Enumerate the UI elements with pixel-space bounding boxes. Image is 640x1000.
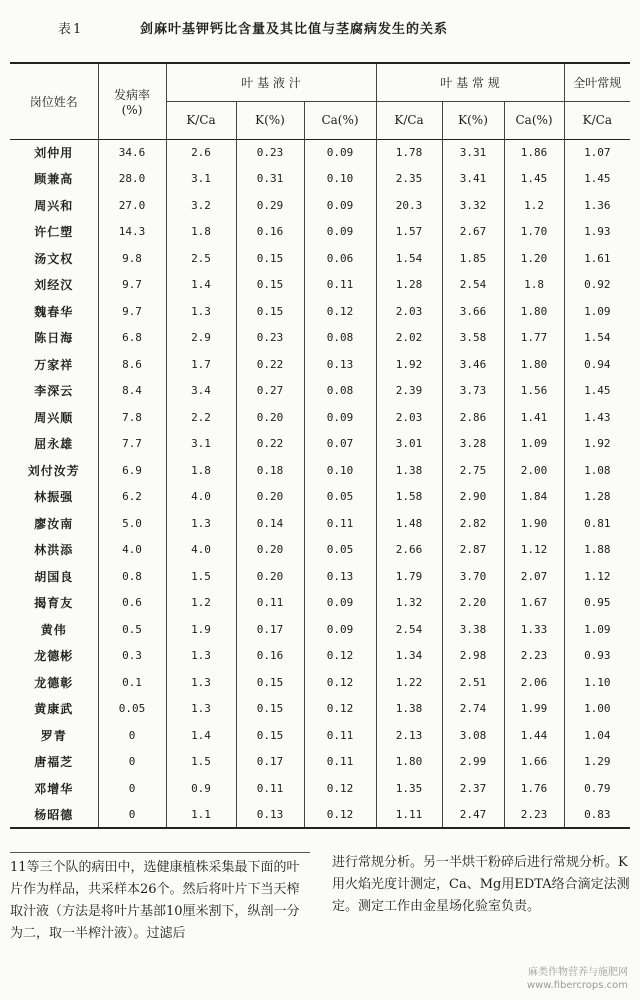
cell-sap-ca: 0.11 xyxy=(304,272,376,299)
header-whole-kca: K/Ca xyxy=(582,113,612,127)
cell-incidence: 4.0 xyxy=(98,537,166,564)
data-table-frame xyxy=(10,62,630,842)
cell-routine-kca: 1.58 xyxy=(376,484,442,511)
cell-sap-kca: 3.4 xyxy=(166,378,236,405)
cell-name: 许仁塑 xyxy=(10,219,98,246)
header-routine-kca: K/Ca xyxy=(376,101,442,139)
cell-routine-k: 2.87 xyxy=(442,537,504,564)
cell-incidence: 27.0 xyxy=(98,192,166,219)
table-number: 表1 xyxy=(58,22,84,37)
cell-name: 李深云 xyxy=(10,378,98,405)
cell-sap-kca: 1.3 xyxy=(166,510,236,537)
cell-routine-k: 3.46 xyxy=(442,351,504,378)
cell-sap-kca: 2.6 xyxy=(166,139,236,166)
header-sap-kca: K/Ca xyxy=(166,101,236,139)
cell-incidence: 7.7 xyxy=(98,431,166,458)
cell-routine-ca: 1.90 xyxy=(504,510,564,537)
cell-routine-ca: 1.20 xyxy=(504,245,564,272)
table-row xyxy=(10,616,630,643)
watermark-line1: 麻类作物营养与施肥网 xyxy=(528,967,628,978)
cell-whole-kca: 1.28 xyxy=(584,490,611,504)
cell-routine-kca: 2.02 xyxy=(376,325,442,352)
cell-routine-ca: 2.00 xyxy=(504,457,564,484)
cell-routine-kca: 1.32 xyxy=(376,590,442,617)
table-row xyxy=(10,431,630,458)
header-group-whole: 全叶常规 xyxy=(564,63,630,101)
header-name: 岗位姓名 xyxy=(10,63,98,139)
cell-sap-kca: 1.3 xyxy=(166,669,236,696)
cell-sap-kca: 1.2 xyxy=(166,590,236,617)
cell-sap-ca: 0.12 xyxy=(304,643,376,670)
body-text-right: 进行常规分析。另一半烘干粉碎后进行常规分析。K用火焰光度计测定，Ca、Mg用EDTA络合滴定法测定。测定工作由金星场化验室负责。 xyxy=(332,855,630,914)
table-row xyxy=(10,775,630,802)
table-row xyxy=(10,696,630,723)
cell-name: 魏春华 xyxy=(10,298,98,325)
table-row xyxy=(10,643,630,670)
cell-sap-k: 0.16 xyxy=(236,643,304,670)
cell-routine-ca: 1.99 xyxy=(504,696,564,723)
cell-incidence: 9.8 xyxy=(98,245,166,272)
cell-routine-kca: 1.22 xyxy=(376,669,442,696)
cell-sap-ca: 0.13 xyxy=(304,351,376,378)
cell-whole-kca: 1.54 xyxy=(584,331,611,345)
cell-whole-kca: 1.04 xyxy=(584,728,611,742)
cell-sap-kca: 4.0 xyxy=(166,484,236,511)
cell-routine-kca: 1.78 xyxy=(376,139,442,166)
cell-sap-k: 0.15 xyxy=(236,272,304,299)
cell-sap-ca: 0.11 xyxy=(304,510,376,537)
cell-sap-kca: 2.9 xyxy=(166,325,236,352)
cell-whole-kca: 1.61 xyxy=(584,251,611,265)
header-incidence-unit: (%) xyxy=(121,102,143,117)
cell-sap-k: 0.15 xyxy=(236,722,304,749)
cell-whole-kca: 1.10 xyxy=(584,675,611,689)
cell-routine-kca: 2.54 xyxy=(376,616,442,643)
cell-sap-k: 0.20 xyxy=(236,537,304,564)
cell-sap-k: 0.11 xyxy=(236,590,304,617)
cell-routine-ca: 1.80 xyxy=(504,298,564,325)
cell-sap-kca: 1.5 xyxy=(166,749,236,776)
cell-sap-ca: 0.06 xyxy=(304,245,376,272)
body-text-left: 11等三个队的病田中，选健康植株采集最下面的叶片作为样品，共采样本26个。然后将叶片下当天榨取汁液（方法是将叶片基部10厘米割下，纵剖一分为二，取一半榨汁液）。过滤后 xyxy=(10,852,310,945)
table-row xyxy=(10,378,630,405)
cell-sap-kca: 1.3 xyxy=(166,643,236,670)
cell-routine-k: 3.08 xyxy=(442,722,504,749)
cell-routine-ca: 1.80 xyxy=(504,351,564,378)
cell-routine-ca: 1.77 xyxy=(504,325,564,352)
cell-sap-kca: 2.5 xyxy=(166,245,236,272)
cell-name: 汤文权 xyxy=(10,245,98,272)
cell-sap-ca: 0.08 xyxy=(304,325,376,352)
cell-name: 罗青 xyxy=(10,722,98,749)
cell-name: 刘仲用 xyxy=(10,139,98,166)
cell-sap-k: 0.14 xyxy=(236,510,304,537)
cell-incidence: 0.5 xyxy=(98,616,166,643)
cell-routine-k: 2.86 xyxy=(442,404,504,431)
cell-sap-kca: 1.7 xyxy=(166,351,236,378)
cell-sap-k: 0.29 xyxy=(236,192,304,219)
table-row xyxy=(10,749,630,776)
cell-routine-k: 3.28 xyxy=(442,431,504,458)
cell-sap-k: 0.31 xyxy=(236,166,304,193)
watermark xyxy=(527,966,628,992)
cell-incidence: 8.6 xyxy=(98,351,166,378)
table-row xyxy=(10,537,630,564)
cell-name: 林洪添 xyxy=(10,537,98,564)
cell-routine-k: 2.90 xyxy=(442,484,504,511)
cell-routine-k: 3.38 xyxy=(442,616,504,643)
table-row xyxy=(10,245,630,272)
cell-sap-ca: 0.10 xyxy=(304,457,376,484)
cell-sap-k: 0.17 xyxy=(236,616,304,643)
cell-incidence: 6.2 xyxy=(98,484,166,511)
table-row xyxy=(10,272,630,299)
cell-sap-kca: 1.5 xyxy=(166,563,236,590)
cell-name: 万家祥 xyxy=(10,351,98,378)
cell-sap-kca: 1.4 xyxy=(166,722,236,749)
cell-sap-k: 0.16 xyxy=(236,219,304,246)
cell-name: 刘经汉 xyxy=(10,272,98,299)
cell-sap-k: 0.15 xyxy=(236,298,304,325)
cell-routine-k: 1.85 xyxy=(442,245,504,272)
cell-name: 顾兼高 xyxy=(10,166,98,193)
cell-routine-kca: 1.28 xyxy=(376,272,442,299)
cell-routine-ca: 1.67 xyxy=(504,590,564,617)
cell-sap-kca: 1.8 xyxy=(166,457,236,484)
cell-incidence: 14.3 xyxy=(98,219,166,246)
cell-sap-k: 0.20 xyxy=(236,563,304,590)
table-row xyxy=(10,802,630,829)
cell-whole-kca: 0.93 xyxy=(584,649,611,663)
cell-incidence: 0.8 xyxy=(98,563,166,590)
cell-whole-kca: 1.08 xyxy=(584,463,611,477)
table-body xyxy=(10,139,630,828)
cell-sap-ca: 0.12 xyxy=(304,802,376,829)
cell-incidence: 0 xyxy=(98,749,166,776)
cell-sap-k: 0.20 xyxy=(236,404,304,431)
cell-whole-kca: 0.94 xyxy=(584,357,611,371)
cell-sap-kca: 1.4 xyxy=(166,272,236,299)
cell-name: 周兴顺 xyxy=(10,404,98,431)
watermark-line2: www.fibercrops.com xyxy=(526,980,628,991)
cell-sap-k: 0.18 xyxy=(236,457,304,484)
cell-sap-ca: 0.09 xyxy=(304,404,376,431)
cell-routine-ca: 2.23 xyxy=(504,643,564,670)
cell-routine-ca: 1.41 xyxy=(504,404,564,431)
cell-name: 龙德彰 xyxy=(10,669,98,696)
cell-routine-k: 3.73 xyxy=(442,378,504,405)
table-row xyxy=(10,590,630,617)
cell-incidence: 9.7 xyxy=(98,298,166,325)
cell-whole-kca: 1.36 xyxy=(584,198,611,212)
table-row xyxy=(10,457,630,484)
cell-routine-kca: 1.57 xyxy=(376,219,442,246)
cell-sap-ca: 0.09 xyxy=(304,219,376,246)
table-row xyxy=(10,722,630,749)
cell-sap-kca: 4.0 xyxy=(166,537,236,564)
cell-routine-kca: 3.01 xyxy=(376,431,442,458)
table-row xyxy=(10,669,630,696)
cell-incidence: 0.1 xyxy=(98,669,166,696)
cell-name: 邓增华 xyxy=(10,775,98,802)
cell-sap-kca: 2.2 xyxy=(166,404,236,431)
header-sap-ca: Ca(%) xyxy=(304,101,376,139)
cell-routine-kca: 1.80 xyxy=(376,749,442,776)
header-incidence xyxy=(98,63,166,139)
cell-sap-kca: 3.2 xyxy=(166,192,236,219)
cell-sap-ca: 0.08 xyxy=(304,378,376,405)
cell-name: 刘付汝芳 xyxy=(10,457,98,484)
cell-routine-ca: 1.12 xyxy=(504,537,564,564)
cell-routine-k: 3.32 xyxy=(442,192,504,219)
cell-whole-kca: 1.45 xyxy=(584,384,611,398)
cell-routine-ca: 1.86 xyxy=(504,139,564,166)
cell-sap-ca: 0.05 xyxy=(304,484,376,511)
data-table xyxy=(10,62,630,829)
cell-incidence: 0.6 xyxy=(98,590,166,617)
cell-name: 杨昭德 xyxy=(10,802,98,829)
cell-incidence: 0 xyxy=(98,802,166,829)
cell-sap-k: 0.13 xyxy=(236,802,304,829)
cell-whole-kca: 1.88 xyxy=(584,543,611,557)
cell-sap-ca: 0.11 xyxy=(304,749,376,776)
cell-routine-ca: 1.84 xyxy=(504,484,564,511)
cell-routine-kca: 20.3 xyxy=(376,192,442,219)
cell-whole-kca: 1.00 xyxy=(584,702,611,716)
cell-sap-kca: 0.9 xyxy=(166,775,236,802)
cell-incidence: 0.3 xyxy=(98,643,166,670)
cell-routine-kca: 2.66 xyxy=(376,537,442,564)
cell-sap-kca: 1.3 xyxy=(166,696,236,723)
cell-whole-kca: 1.45 xyxy=(584,172,611,186)
cell-incidence: 7.8 xyxy=(98,404,166,431)
cell-routine-k: 2.51 xyxy=(442,669,504,696)
cell-sap-ca: 0.12 xyxy=(304,669,376,696)
cell-routine-kca: 1.54 xyxy=(376,245,442,272)
cell-routine-k: 3.70 xyxy=(442,563,504,590)
cell-routine-k: 2.67 xyxy=(442,219,504,246)
cell-routine-ca: 1.66 xyxy=(504,749,564,776)
cell-routine-ca: 1.70 xyxy=(504,219,564,246)
cell-routine-kca: 1.92 xyxy=(376,351,442,378)
cell-routine-ca: 1.2 xyxy=(504,192,564,219)
cell-routine-k: 3.41 xyxy=(442,166,504,193)
cell-incidence: 5.0 xyxy=(98,510,166,537)
header-incidence-label: 发病率 xyxy=(113,87,150,102)
cell-sap-ca: 0.09 xyxy=(304,192,376,219)
cell-routine-k: 2.82 xyxy=(442,510,504,537)
cell-sap-ca: 0.12 xyxy=(304,696,376,723)
cell-sap-k: 0.22 xyxy=(236,431,304,458)
cell-sap-ca: 0.13 xyxy=(304,563,376,590)
cell-sap-k: 0.23 xyxy=(236,139,304,166)
cell-sap-ca: 0.09 xyxy=(304,616,376,643)
cell-whole-kca: 0.79 xyxy=(584,781,611,795)
cell-sap-ca: 0.10 xyxy=(304,166,376,193)
cell-whole-kca: 1.93 xyxy=(584,225,611,239)
cell-name: 胡国良 xyxy=(10,563,98,590)
cell-sap-ca: 0.09 xyxy=(304,590,376,617)
cell-name: 屈永雄 xyxy=(10,431,98,458)
cell-routine-kca: 1.38 xyxy=(376,457,442,484)
table-row xyxy=(10,139,630,166)
cell-name: 林振强 xyxy=(10,484,98,511)
cell-incidence: 6.8 xyxy=(98,325,166,352)
cell-routine-kca: 2.35 xyxy=(376,166,442,193)
cell-routine-ca: 1.56 xyxy=(504,378,564,405)
cell-incidence: 0 xyxy=(98,722,166,749)
cell-sap-k: 0.22 xyxy=(236,351,304,378)
cell-whole-kca: 1.07 xyxy=(584,146,611,159)
table-row xyxy=(10,192,630,219)
table-caption: 剑麻叶基钾钙比含量及其比值与茎腐病发生的关系 xyxy=(140,22,449,37)
cell-sap-ca: 0.12 xyxy=(304,298,376,325)
cell-routine-kca: 1.11 xyxy=(376,802,442,829)
table-row xyxy=(10,298,630,325)
cell-routine-k: 2.99 xyxy=(442,749,504,776)
cell-routine-ca: 2.06 xyxy=(504,669,564,696)
cell-routine-k: 3.66 xyxy=(442,298,504,325)
cell-sap-ca: 0.12 xyxy=(304,775,376,802)
cell-routine-kca: 2.13 xyxy=(376,722,442,749)
cell-routine-kca: 2.39 xyxy=(376,378,442,405)
cell-sap-k: 0.23 xyxy=(236,325,304,352)
cell-sap-k: 0.15 xyxy=(236,696,304,723)
cell-sap-k: 0.15 xyxy=(236,669,304,696)
cell-routine-k: 2.54 xyxy=(442,272,504,299)
cell-whole-kca: 0.95 xyxy=(584,596,611,610)
cell-name: 黄伟 xyxy=(10,616,98,643)
cell-routine-k: 3.58 xyxy=(442,325,504,352)
cell-routine-kca: 1.34 xyxy=(376,643,442,670)
table-row xyxy=(10,484,630,511)
cell-routine-kca: 2.03 xyxy=(376,404,442,431)
cell-sap-k: 0.17 xyxy=(236,749,304,776)
cell-sap-kca: 1.1 xyxy=(166,802,236,829)
cell-sap-k: 0.20 xyxy=(236,484,304,511)
cell-routine-kca: 1.48 xyxy=(376,510,442,537)
cell-sap-ca: 0.05 xyxy=(304,537,376,564)
body-text xyxy=(0,852,640,962)
cell-sap-kca: 1.8 xyxy=(166,219,236,246)
cell-whole-kca: 1.12 xyxy=(584,569,611,583)
cell-sap-k: 0.27 xyxy=(236,378,304,405)
cell-routine-kca: 1.35 xyxy=(376,775,442,802)
cell-incidence: 0 xyxy=(98,775,166,802)
table-row xyxy=(10,563,630,590)
table-row xyxy=(10,351,630,378)
cell-incidence: 6.9 xyxy=(98,457,166,484)
cell-routine-ca: 1.09 xyxy=(504,431,564,458)
cell-whole-kca: 0.81 xyxy=(584,516,611,530)
cell-routine-ca: 1.8 xyxy=(504,272,564,299)
cell-sap-ca: 0.11 xyxy=(304,722,376,749)
cell-routine-k: 2.20 xyxy=(442,590,504,617)
cell-whole-kca: 1.09 xyxy=(584,304,611,318)
cell-routine-ca: 1.45 xyxy=(504,166,564,193)
cell-incidence: 28.0 xyxy=(98,166,166,193)
cell-sap-ca: 0.07 xyxy=(304,431,376,458)
header-sap-k: K(%) xyxy=(236,101,304,139)
cell-routine-ca: 1.44 xyxy=(504,722,564,749)
header-group-sap: 叶 基 液 汁 xyxy=(166,63,376,101)
cell-sap-k: 0.11 xyxy=(236,775,304,802)
cell-routine-ca: 2.07 xyxy=(504,563,564,590)
cell-name: 陈日海 xyxy=(10,325,98,352)
cell-whole-kca: 0.92 xyxy=(584,278,611,292)
cell-whole-kca: 0.83 xyxy=(584,807,611,821)
cell-routine-kca: 1.79 xyxy=(376,563,442,590)
cell-sap-kca: 1.3 xyxy=(166,298,236,325)
header-routine-k: K(%) xyxy=(442,101,504,139)
cell-sap-k: 0.15 xyxy=(236,245,304,272)
cell-routine-k: 2.74 xyxy=(442,696,504,723)
cell-incidence: 8.4 xyxy=(98,378,166,405)
cell-routine-ca: 1.76 xyxy=(504,775,564,802)
table-row xyxy=(10,166,630,193)
cell-sap-kca: 3.1 xyxy=(166,431,236,458)
cell-sap-kca: 3.1 xyxy=(166,166,236,193)
header-group-routine: 叶 基 常 规 xyxy=(376,63,564,101)
table-row xyxy=(10,219,630,246)
cell-whole-kca: 1.29 xyxy=(584,755,611,769)
cell-whole-kca: 1.92 xyxy=(584,437,611,451)
cell-routine-k: 2.98 xyxy=(442,643,504,670)
cell-routine-kca: 1.38 xyxy=(376,696,442,723)
header-routine-ca: Ca(%) xyxy=(504,101,564,139)
cell-whole-kca: 1.09 xyxy=(584,622,611,636)
cell-sap-kca: 1.9 xyxy=(166,616,236,643)
cell-name: 廖汝南 xyxy=(10,510,98,537)
table-header xyxy=(0,0,640,60)
cell-incidence: 9.7 xyxy=(98,272,166,299)
cell-routine-k: 2.37 xyxy=(442,775,504,802)
table-row xyxy=(10,404,630,431)
cell-routine-k: 3.31 xyxy=(442,139,504,166)
table-row xyxy=(10,325,630,352)
cell-routine-k: 2.47 xyxy=(442,802,504,829)
cell-name: 周兴和 xyxy=(10,192,98,219)
cell-routine-kca: 2.03 xyxy=(376,298,442,325)
cell-name: 龙德彬 xyxy=(10,643,98,670)
cell-incidence: 34.6 xyxy=(98,139,166,166)
cell-whole-kca: 1.43 xyxy=(584,410,611,424)
cell-routine-k: 2.75 xyxy=(442,457,504,484)
cell-name: 揭育友 xyxy=(10,590,98,617)
cell-sap-ca: 0.09 xyxy=(304,139,376,166)
cell-incidence: 0.05 xyxy=(98,696,166,723)
cell-routine-ca: 1.33 xyxy=(504,616,564,643)
cell-routine-ca: 2.23 xyxy=(504,802,564,829)
cell-name: 黄康武 xyxy=(10,696,98,723)
table-row xyxy=(10,510,630,537)
cell-name: 唐福芝 xyxy=(10,749,98,776)
